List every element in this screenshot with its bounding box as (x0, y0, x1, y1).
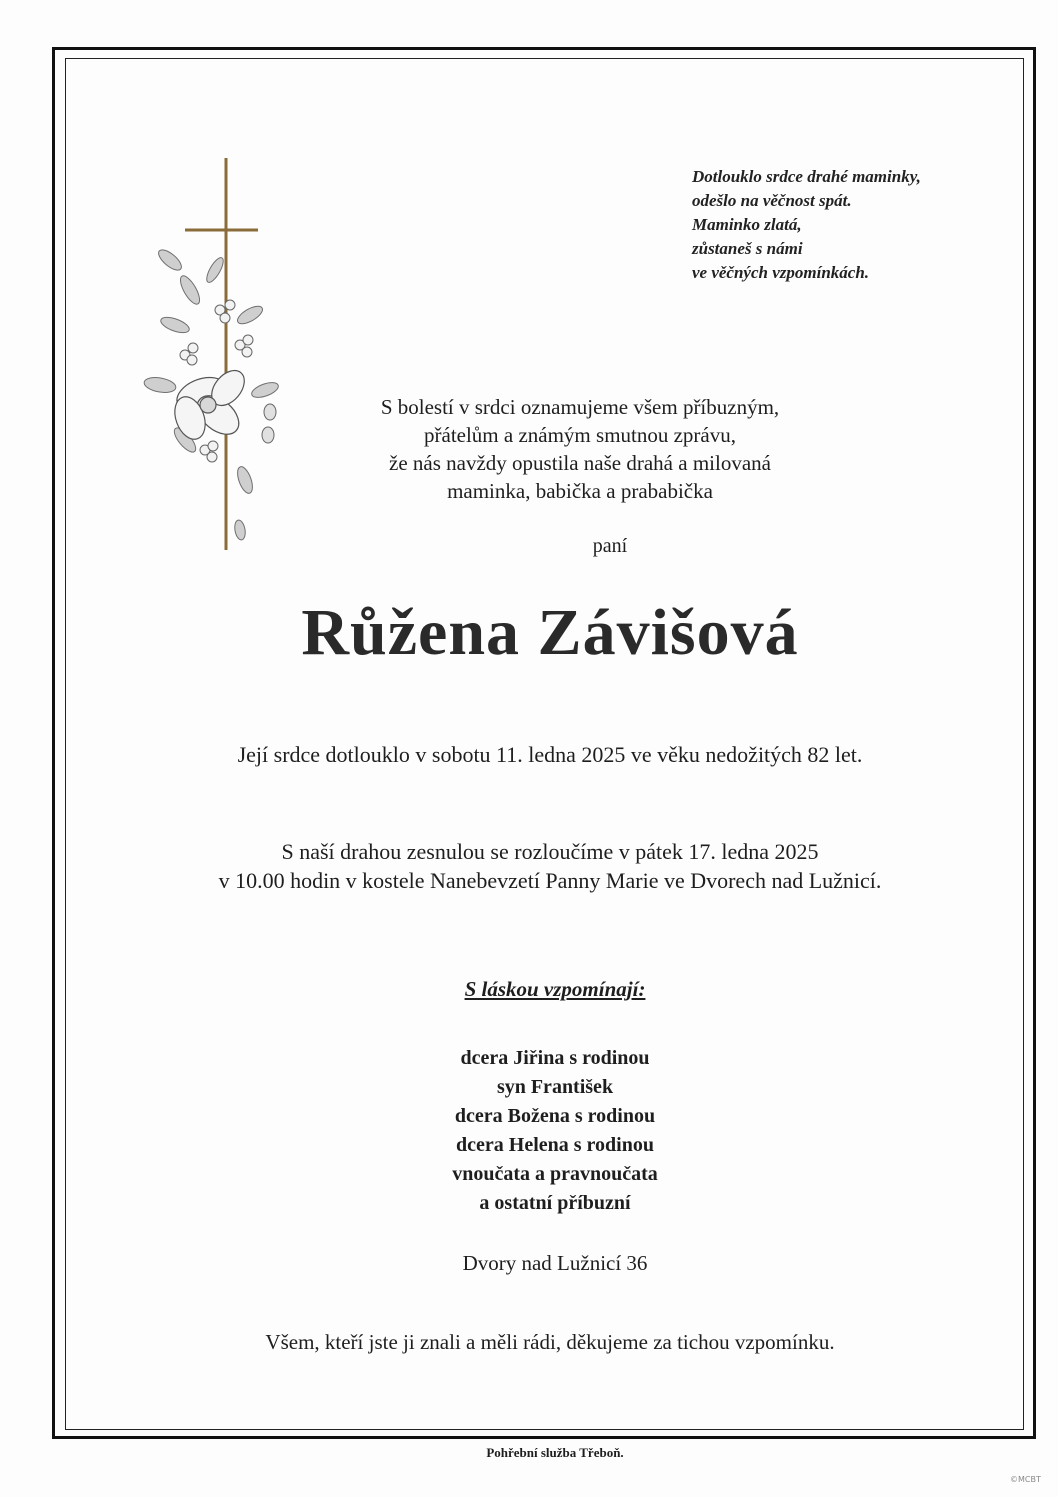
announcement-line: přátelům a známým smutnou zprávu, (424, 423, 736, 447)
family-member: syn František (496, 1076, 614, 1098)
address: Dvory nad Lužnicí 36 (462, 1251, 648, 1275)
funeral-info (100, 837, 1000, 895)
deceased-name: Růžena Závišová (301, 596, 799, 669)
family-list (355, 1044, 755, 1218)
honorific: paní (592, 535, 628, 557)
remember-heading: S láskou vzpomínají: (464, 977, 646, 1001)
thanks-note: Všem, kteří jste ji znali a měli rádi, děkujeme za tichou vzpomínku. (265, 1330, 835, 1354)
cross-with-flowers-icon (130, 150, 300, 570)
printer-mark: ©MCBT (1010, 1475, 1041, 1484)
family-member: dcera Jiřina s rodinou (460, 1047, 650, 1069)
family-member: dcera Helena s rodinou (456, 1134, 654, 1156)
poem-line: zůstaneš s námi (692, 239, 803, 258)
funeral-line: S naší drahou zesnulou se rozloučíme v pátek 17. ledna 2025 (281, 839, 819, 864)
announcement-line: že nás navždy opustila naše drahá a milovaná (389, 451, 771, 475)
family-member: vnoučata a pravnoučata (452, 1163, 658, 1185)
death-notice: Její srdce dotlouklo v sobotu 11. ledna 2025 ve věku nedožitých 82 let. (237, 742, 863, 767)
family-member: a ostatní příbuzní (479, 1192, 631, 1214)
announcement (230, 393, 930, 505)
family-member: dcera Božena s rodinou (454, 1105, 656, 1127)
funeral-line: v 10.00 hodin v kostele Nanebevzetí Panny Marie ve Dvorech nad Lužnicí. (218, 868, 882, 893)
poem (692, 165, 992, 285)
poem-line: Dotlouklo srdce drahé maminky, (692, 167, 921, 186)
announcement-line: maminka, babička a prababička (447, 479, 713, 503)
poem-line: ve věčných vzpomínkách. (692, 263, 870, 282)
poem-line: odešlo na věčnost spát. (692, 191, 852, 210)
poem-line: Maminko zlatá, (692, 215, 802, 234)
funeral-service-footer: Pohřební služba Třeboň. (486, 1445, 624, 1460)
announcement-line: S bolestí v srdci oznamujeme všem příbuzným, (380, 395, 780, 419)
